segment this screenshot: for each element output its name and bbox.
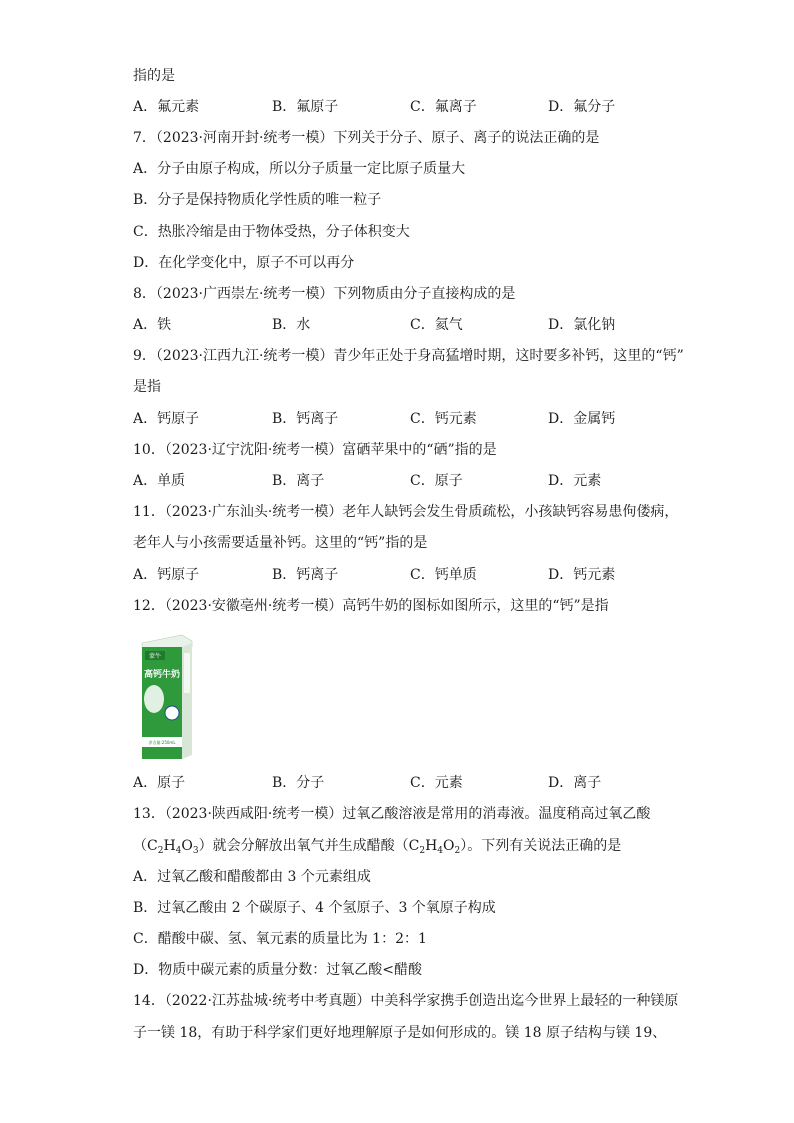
q7-option-c: C．热胀冷缩是由于物体受热，分子体积变大 bbox=[133, 224, 410, 240]
question-7-stem: 7．（2023·河南开封·统考一模）下列关于分子、原子、离子的说法正确的是 bbox=[133, 130, 600, 146]
question-14-stem-cont: 子一镁 18，有助于科学家们更好地理解原子是如何形成的。镁 18 原子结构与镁 19、 bbox=[133, 1025, 667, 1041]
milk-carton-image bbox=[140, 633, 194, 763]
carton-side-panel bbox=[184, 653, 190, 693]
q12-option-c: C．元素 bbox=[410, 775, 463, 791]
carton-brand: 蒙牛 bbox=[148, 653, 162, 660]
q8-option-d: D．氯化钠 bbox=[548, 317, 616, 333]
question-13-stem: 13．（2023·陕西咸阳·统考一模）过氧乙酸溶液是常用的消毒液。温度稍高过氧乙酸 bbox=[133, 806, 651, 822]
q10-option-c: C．原子 bbox=[410, 473, 463, 489]
q7-option-d: D．在化学变化中，原子不可以再分 bbox=[133, 255, 355, 271]
intro-line: 指的是 bbox=[133, 68, 175, 84]
question-11-stem-cont: 老年人与小孩需要适量补钙。这里的“钙”指的是 bbox=[133, 535, 428, 551]
question-11-stem: 11．（2023·广东汕头·统考一模）老年人缺钙会发生骨质疏松，小孩缺钙容易患佝偻病， bbox=[133, 504, 679, 520]
question-14-stem: 14．（2022·江苏盐城·统考中考真题）中美科学家携手创造出迄今世界上最轻的一种镁原 bbox=[133, 993, 679, 1009]
q10-option-a: A．单质 bbox=[133, 473, 186, 489]
q11-option-c: C．钙单质 bbox=[410, 567, 477, 583]
option-a: A．氟元素 bbox=[133, 99, 200, 115]
option-c: C．氟离子 bbox=[410, 99, 477, 115]
q11-option-b: B．钙离子 bbox=[272, 567, 339, 583]
q11-option-d: D．钙元素 bbox=[548, 567, 616, 583]
q13-option-b: B．过氧乙酸由 2 个碳原子、4 个氢原子、3 个氧原子构成 bbox=[133, 900, 496, 916]
carton-calcium-badge bbox=[165, 706, 179, 720]
q13-option-a: A．过氧乙酸和醋酸都由 3 个元素组成 bbox=[133, 869, 371, 885]
q8-option-c: C．氦气 bbox=[410, 317, 463, 333]
q9-option-b: B．钙离子 bbox=[272, 411, 339, 427]
carton-net-content: 净含量:250mL bbox=[148, 740, 176, 745]
question-9-stem-cont: 是指 bbox=[133, 379, 161, 395]
q8-option-a: A．铁 bbox=[133, 317, 172, 333]
q7-option-a: A．分子由原子构成，所以分子质量一定比原子质量大 bbox=[133, 161, 466, 177]
option-d: D．氟分子 bbox=[548, 99, 616, 115]
q12-option-b: B．分子 bbox=[272, 775, 325, 791]
q13-option-c: C．醋酸中碳、氢、氧元素的质量比为 1：2：1 bbox=[133, 931, 427, 947]
q10-option-b: B．离子 bbox=[272, 473, 325, 489]
q9-option-d: D．金属钙 bbox=[548, 411, 616, 427]
q12-option-a: A．原子 bbox=[133, 775, 186, 791]
q9-option-c: C．钙元素 bbox=[410, 411, 477, 427]
q12-option-d: D．离子 bbox=[548, 775, 602, 791]
question-10-stem: 10．（2023·辽宁沈阳·统考一模）富硒苹果中的“硒”指的是 bbox=[133, 442, 497, 458]
q9-option-a: A．钙原子 bbox=[133, 411, 200, 427]
carton-product-name: 高钙牛奶 bbox=[143, 670, 181, 680]
question-12-stem: 12．（2023·安徽亳州·统考一模）高钙牛奶的图标如图所示，这里的“钙”是指 bbox=[133, 598, 609, 614]
q7-option-b: B．分子是保持物质化学性质的唯一粒子 bbox=[133, 192, 382, 208]
question-13-stem-cont: $(C_2H_4O_3)$就会分解放出氧气并生成醋酸$(C_2H_4O_2)$。下列有关说法正确的是 bbox=[133, 838, 622, 856]
option-b: B．氟原子 bbox=[272, 99, 339, 115]
q13-option-d: D．物质中碳元素的质量分数：过氧乙酸<醋酸 bbox=[133, 962, 422, 978]
carton-milk-splash bbox=[144, 685, 164, 713]
q8-option-b: B．水 bbox=[272, 317, 311, 333]
q11-option-a: A．钙原子 bbox=[133, 567, 200, 583]
question-9-stem: 9．（2023·江西九江·统考一模）青少年正处于身高猛增时期，这时要多补钙，这里的“钙” bbox=[133, 348, 684, 364]
question-8-stem: 8．（2023·广西崇左·统考一模）下列物质由分子直接构成的是 bbox=[133, 286, 516, 302]
q10-option-d: D．元素 bbox=[548, 473, 602, 489]
